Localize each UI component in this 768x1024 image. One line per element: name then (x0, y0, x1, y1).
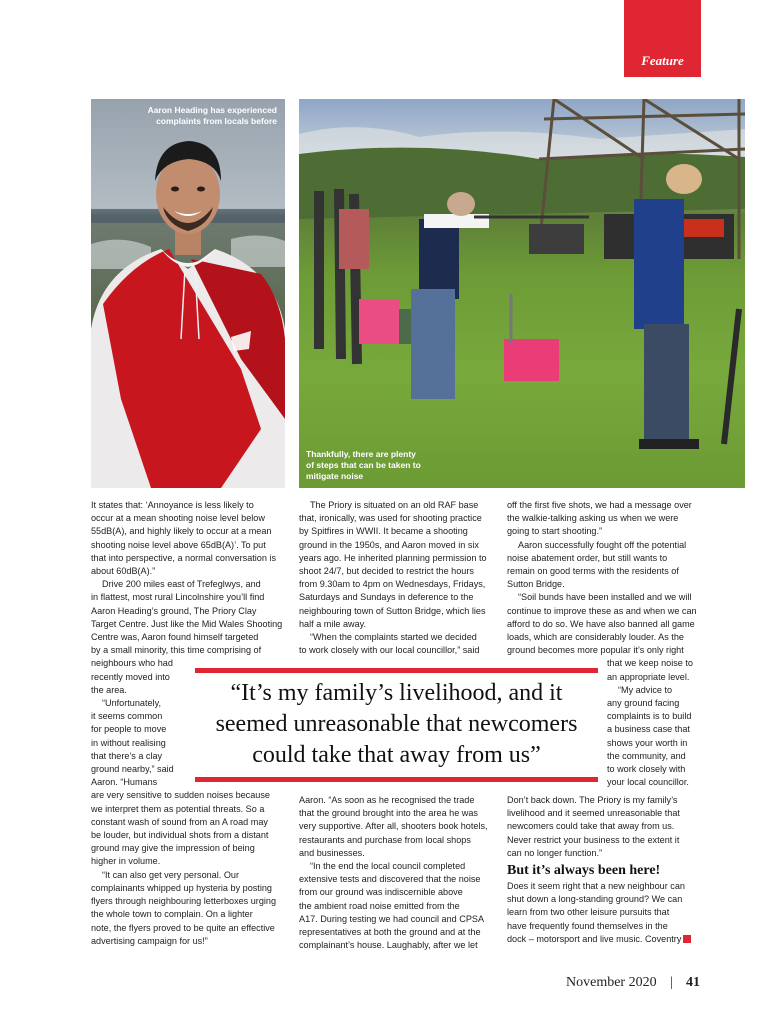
text-line: complainant’s house. Laughably, after we let (299, 940, 478, 951)
pull-quote (195, 678, 598, 771)
text-line: can no longer function.” (507, 847, 603, 858)
text-line: for people to move (91, 724, 167, 735)
text-line: remain on good terms with the residents of (507, 566, 679, 577)
text-line: learn from two other leisure pursuits that (507, 907, 670, 918)
text-line: it seems common (91, 711, 163, 722)
text-line: constant wash of sound from an A road may (91, 816, 268, 827)
text-line: the ambient road noise emitted from the (299, 900, 460, 911)
column-3-bottom (507, 794, 717, 946)
text-line: Aaron. “Humans (91, 777, 158, 788)
text-line: from our ground was indiscernible above (299, 887, 463, 898)
text-line: afford to do so. We have also banned all game (507, 618, 695, 629)
text-line: “Unfortunately, (102, 698, 161, 709)
text-line: Does it seem right that a new neighbour can (507, 881, 685, 892)
text-line: Aaron. “As soon as he recognised the trade (299, 795, 475, 805)
folio-date: November 2020 (566, 975, 657, 990)
caption-line: Aaron Heading has experienced (147, 105, 277, 115)
text-line: by a small minority, this time comprising of (91, 645, 262, 656)
text-line: years ago. He inherited planning permission to (299, 552, 487, 563)
text-line: very supportive. After all, shooters book hotels, (299, 821, 488, 832)
text-line: from 9.30am to 4pm on Wednesdays, Fridays, (299, 579, 486, 590)
text-line: “It can also get very personal. Our (102, 869, 239, 880)
text-line: to work closely with (607, 764, 686, 775)
caption-line: complaints from locals before (156, 116, 277, 126)
text-line: “When the complaints started we decided (310, 632, 477, 643)
continue-arrow-icon (683, 935, 691, 943)
text-line: the walkie-talking asking us when we were (507, 513, 679, 524)
text-line: off the first five shots, we had a message over (507, 500, 692, 510)
pull-quote-rule-bottom (195, 777, 598, 782)
text-line: Aaron Heading’s ground, The Priory Clay (91, 605, 257, 616)
text-line: that there’s a clay (91, 750, 163, 761)
text-line: going to start shooting.” (507, 526, 603, 537)
column-2-bottom (299, 794, 499, 952)
text-line: It states that: ‘Annoyance is less likely to (91, 500, 254, 510)
text-line: 55dB(A), and highly likely to occur at a mean (91, 526, 272, 537)
text-line: that we keep noise to (607, 658, 693, 669)
text-line: a business case that (607, 724, 690, 735)
text-line: complaints is to build (607, 711, 692, 722)
range-caption (306, 449, 421, 482)
text-line: shut down a long-standing ground? We can (507, 894, 683, 905)
text-line: note, the flyers proved to be quite an effective (91, 922, 275, 933)
text-line: The Priory is situated on an old RAF base (310, 500, 479, 510)
portrait-caption (148, 105, 277, 127)
text-line: Centre was, Aaron found himself targeted (91, 632, 259, 643)
text-line: A17. During testing we had council and CPSA (299, 913, 485, 924)
text-line: in flattest, most rural Lincolnshire you’ll find (91, 592, 265, 603)
text-line: we interpret them as potential threats. So a (91, 803, 265, 814)
column-2-top (299, 499, 499, 657)
text-line: and businesses. (299, 847, 365, 858)
text-line: noise abatement order, but still wants to (507, 552, 668, 563)
caption-line: mitigate noise (306, 471, 364, 481)
text-line: recently moved into (91, 671, 170, 682)
section-label: Feature (641, 53, 684, 68)
text-line: have frequently found themselves in the (507, 920, 668, 931)
text-line: Aaron successfully fought off the potential (518, 539, 687, 550)
section-heading: But it’s always been here! (507, 863, 661, 879)
text-line: the whole town to complain. On a lighter (91, 909, 253, 920)
text-line: that the ground brought into the area he was (299, 808, 478, 819)
text-line: extensive tests and discovered that the noise (299, 874, 481, 885)
portrait-illustration (91, 99, 285, 488)
text-line: complainants whipped up hysteria by posting (91, 882, 272, 893)
folio-separator: | (670, 975, 673, 990)
text-line: continue to improve these as and when we can (507, 605, 697, 616)
text-line: shows your worth in (607, 737, 688, 748)
text-line: any ground facing (607, 698, 680, 709)
text-line: are very sensitive to sudden noises because (91, 790, 270, 801)
text-line: Saturdays and Sundays in deference to the (299, 592, 474, 603)
text-line: about 60dB(A).” (91, 566, 156, 577)
text-line: Never restrict your business to the extent it (507, 834, 680, 845)
text-line: Don’t back down. The Priory is my family’s (507, 795, 678, 805)
text-line: half a mile away. (299, 618, 367, 629)
text-line: the area. (91, 684, 127, 695)
portrait-photo (91, 99, 285, 488)
text-line: higher in volume. (91, 856, 161, 867)
text-line: flyers through neighbouring letterboxes urging (91, 896, 277, 907)
range-photo (299, 99, 745, 488)
text-line: ground nearby,” said (91, 764, 174, 775)
text-line: loads, which are considerably louder. As the (507, 632, 684, 643)
text-line: dock – motorsport and live music. Coventry (507, 933, 682, 944)
pull-quote-rule-top (195, 668, 598, 673)
text-line: an appropriate level. (607, 671, 690, 682)
text-line: ground in the 1950s, and Aaron moved in six (299, 539, 479, 550)
text-line: that, ironically, was used for shooting practice (299, 513, 482, 524)
text-line: the community, and (607, 750, 686, 761)
pull-quote-line: “It’s my family’s livelihood, and it (230, 680, 563, 706)
text-line: in without realising (91, 737, 166, 748)
text-line: “My advice to (618, 684, 673, 695)
text-line: to work closely with our local councillor,” said (299, 645, 480, 656)
text-line: neighbours who had (91, 658, 173, 669)
pull-quote-line: could take that away from us” (252, 742, 541, 768)
text-line: livelihood and it seemed unreasonable that (507, 808, 680, 819)
text-line: occur at a mean shooting noise level below (91, 513, 265, 524)
caption-line: of steps that can be taken to (306, 460, 421, 470)
text-line: shooting noise level above 65dB(A)’. To put (91, 539, 266, 550)
text-line: that into perspective, a normal conversation is (91, 552, 277, 563)
text-line: be louder, but individual shots from a distant (91, 830, 269, 841)
text-line: Target Centre. Just like the Mid Wales Shooting (91, 618, 283, 629)
text-line: neighbouring town of Sutton Bridge, which lies (299, 605, 486, 616)
text-line: shoot 24/7, but decided to restrict the hours (299, 566, 474, 577)
text-line: representatives at both the ground and at the (299, 927, 481, 938)
text-line: “In the end the local council completed (310, 861, 466, 872)
page-number: 41 (686, 975, 700, 990)
text-line: “Soil bunds have been installed and we will (518, 592, 692, 603)
caption-line: Thankfully, there are plenty (306, 449, 416, 459)
pull-quote-line: seemed unreasonable that newcomers (215, 711, 578, 737)
text-line: advertising campaign for us!” (91, 935, 208, 946)
text-line: Sutton Bridge. (507, 579, 565, 590)
feature-tab (624, 0, 701, 77)
text-line: restaurants and purchase from local shops (299, 834, 471, 845)
text-line: your local councillor. (607, 777, 689, 788)
text-line: Drive 200 miles east of Trefeglwys, and (102, 579, 261, 590)
text-line: ground may give the impression of being (91, 843, 255, 854)
text-line: by Spitfires in WWII. It became a shooting (299, 526, 468, 537)
text-line: ground becomes more popular it’s only right (507, 645, 684, 656)
range-illustration (299, 99, 745, 488)
text-line: newcomers could take that away from us. (507, 821, 675, 832)
